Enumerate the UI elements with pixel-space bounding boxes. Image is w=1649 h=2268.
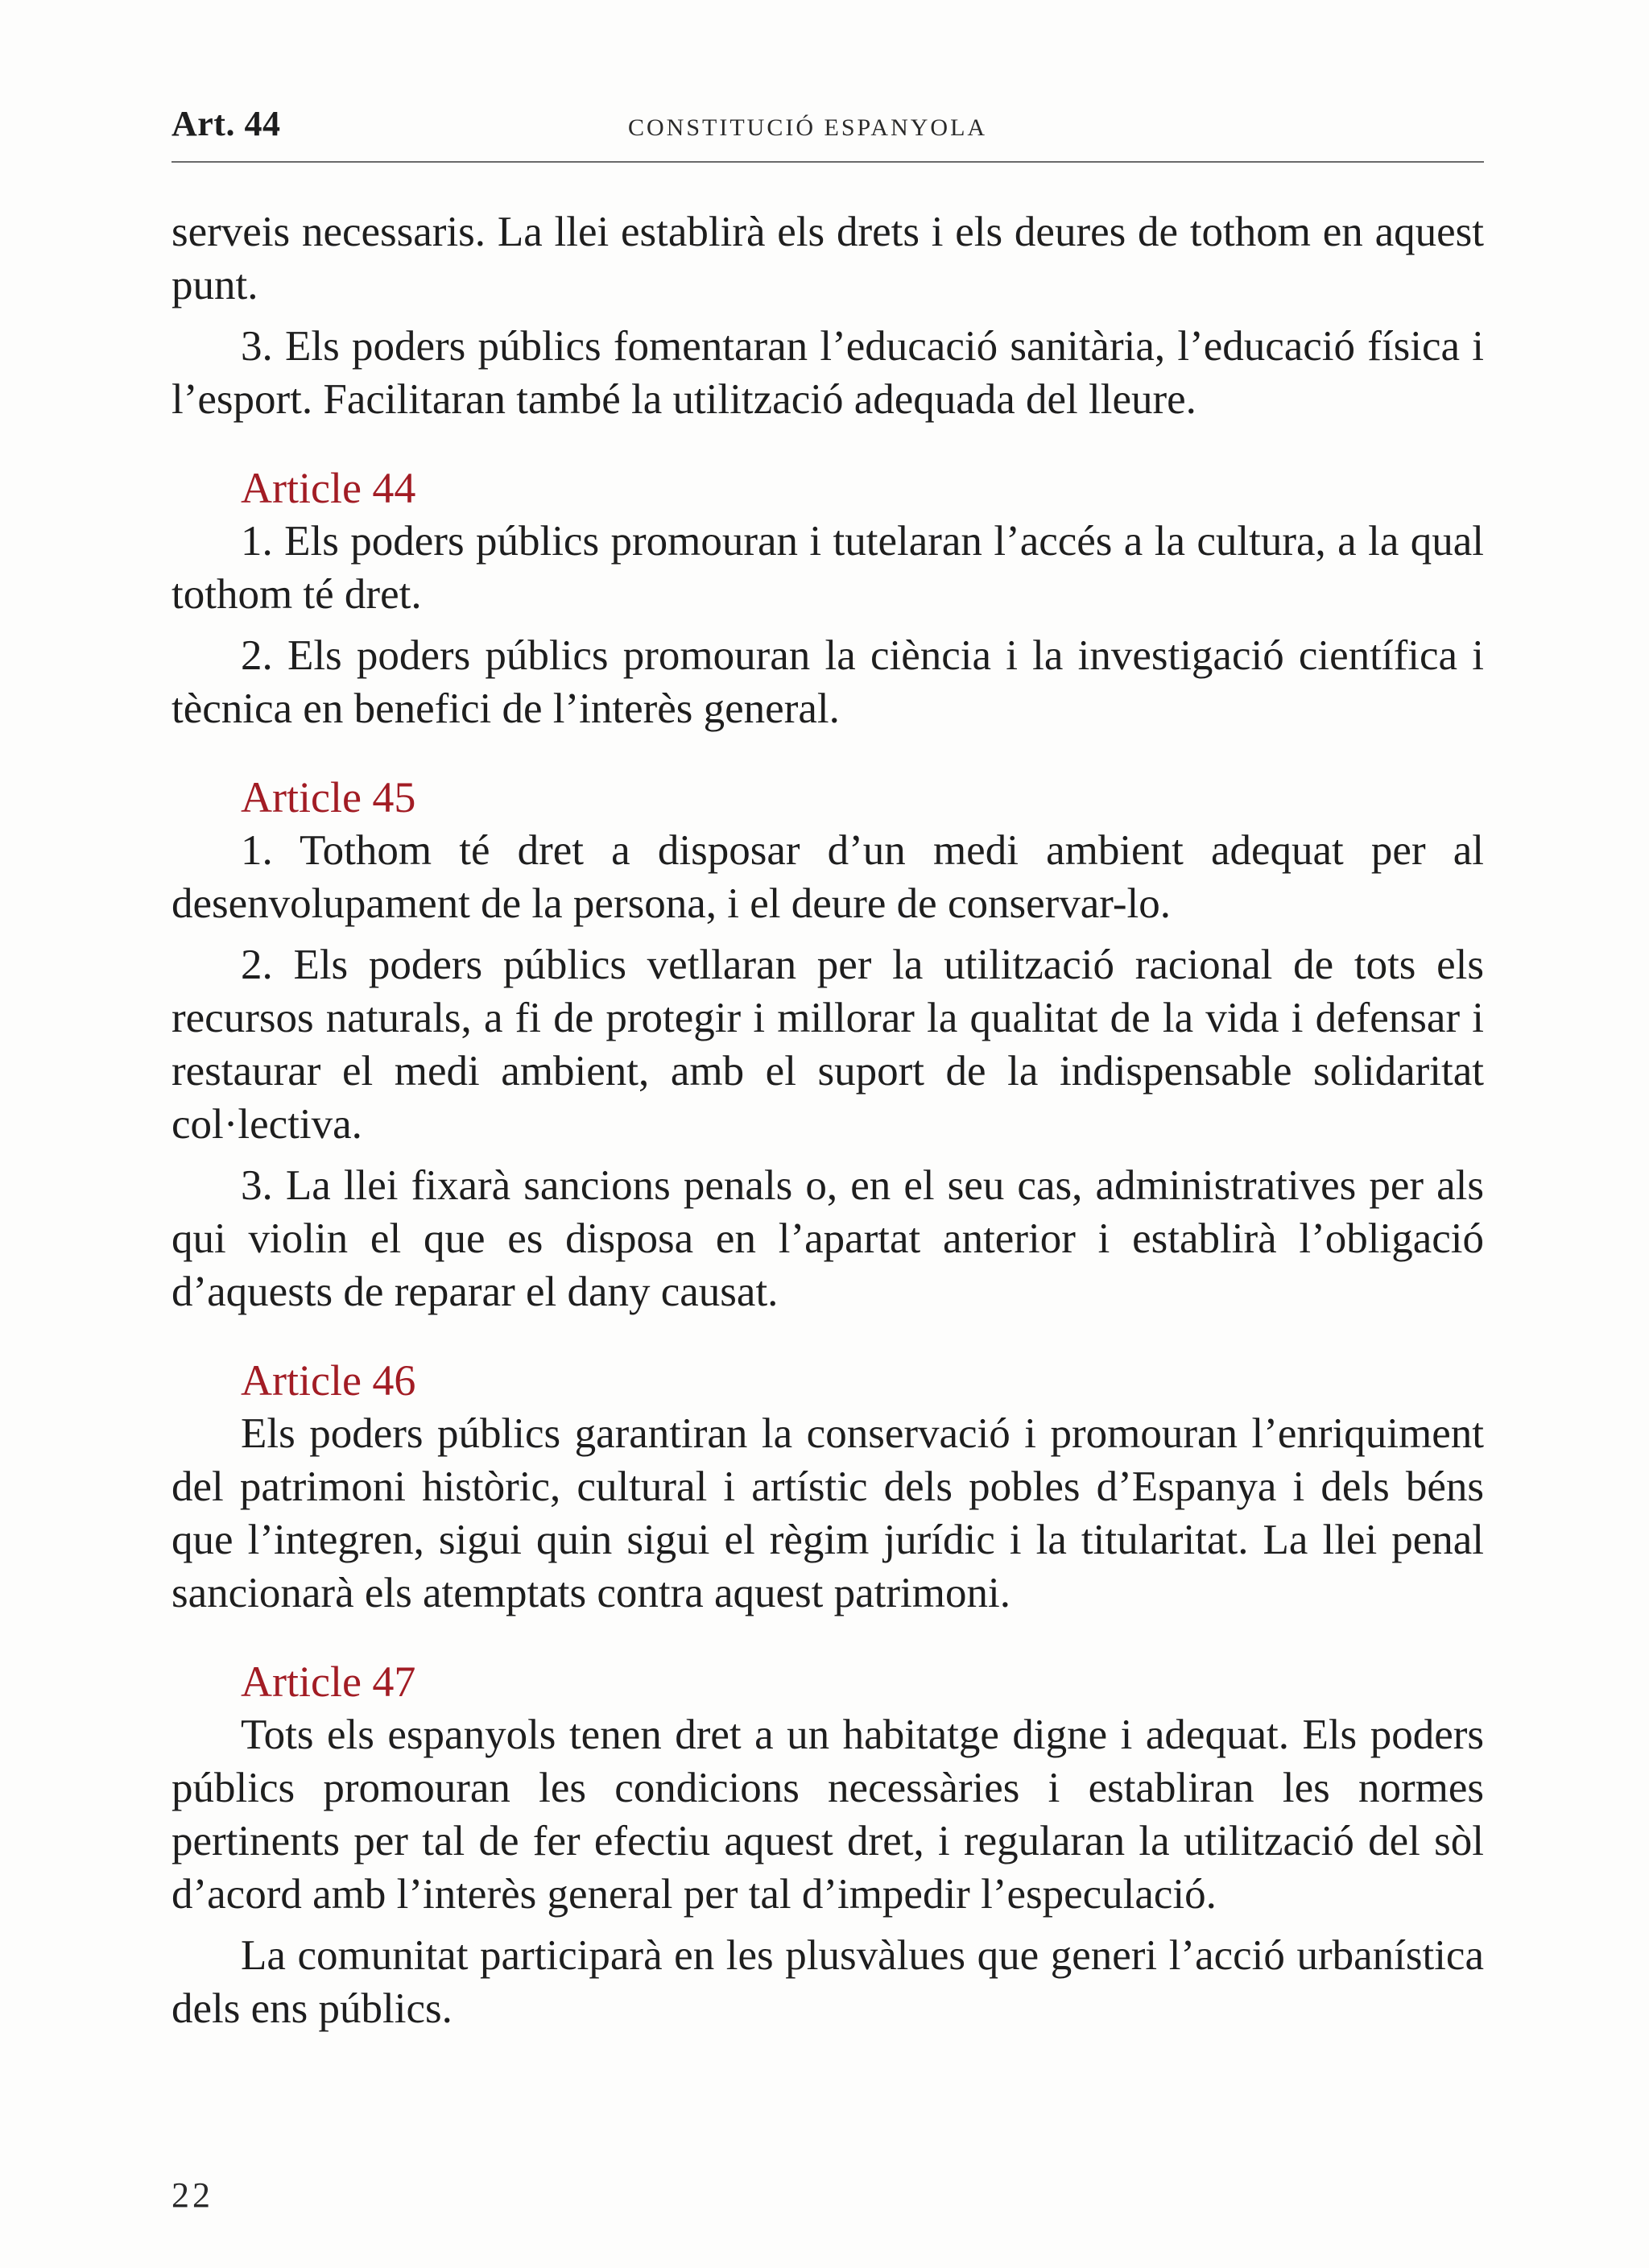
paragraph: 3. Els poders públics fomentaran l’educació sanitària, l’educació física i l’esport. Facilitaran també la utilització adequada del lleure. bbox=[172, 323, 1484, 423]
article-heading: Article 45 bbox=[241, 773, 416, 822]
page-header bbox=[172, 103, 1484, 163]
paragraph: 2. Els poders públics promouran la ciència i la investigació científica i tècnica en benefici de l’interès general. bbox=[172, 632, 1484, 732]
article-label: Art. 44 bbox=[172, 104, 281, 143]
article-heading: Article 44 bbox=[241, 464, 416, 512]
paragraph: 1. Els poders públics promouran i tutelaran l’accés a la cultura, a la qual tothom té dret. bbox=[172, 518, 1484, 618]
continuation-paragraph: serveis necessaris. La llei establirà els drets i els deures de tothom en aquest punt. bbox=[172, 209, 1484, 308]
paragraph: Tots els espanyols tenen dret a un habitatge digne i adequat. Els poders públics promouran les condicions necessàries i establiran les normes pertinents per tal de fer efectiu aquest dret, i regularan la utilització del sòl d’acord amb l’interès general per tal d’impedir l’especulació. bbox=[172, 1711, 1484, 1918]
article-heading: Article 47 bbox=[241, 1658, 416, 1706]
paragraph: Els poders públics garantiran la conservació i promouran l’enriquiment del patrimoni històric, cultural i artístic dels pobles d’Espanya i dels béns que l’integren, sigui quin sigui el règim jurídic i la titularitat. La llei penal sancionarà els atemptats contra aquest patrimoni. bbox=[172, 1410, 1484, 1616]
paragraph: La comunitat participarà en les plusvàlues que generi l’acció urbanística dels ens públics. bbox=[172, 1932, 1484, 2032]
page-number: 22 bbox=[172, 2175, 213, 2215]
paragraph: 1. Tothom té dret a disposar d’un medi ambient adequat per al desenvolupament de la persona, i el deure de conservar-lo. bbox=[172, 827, 1484, 927]
article-heading: Article 46 bbox=[241, 1356, 416, 1405]
body-text bbox=[172, 205, 1484, 2035]
paragraph: 3. La llei fixarà sancions penals o, en el seu cas, administratives per als qui violin el que es disposa en l’apartat anterior i establirà l’obligació d’aquests de reparar el dany causat. bbox=[172, 1162, 1484, 1315]
paragraph: 2. Els poders públics vetllaran per la utilització racional de tots els recursos naturals, a fi de protegir i millorar la qualitat de la vida i defensar i restaurar el medi ambient, amb el suport de la indispensable solidaritat col·lectiva. bbox=[172, 942, 1484, 1148]
running-title: CONSTITUCIÓ ESPANYOLA bbox=[628, 114, 988, 141]
